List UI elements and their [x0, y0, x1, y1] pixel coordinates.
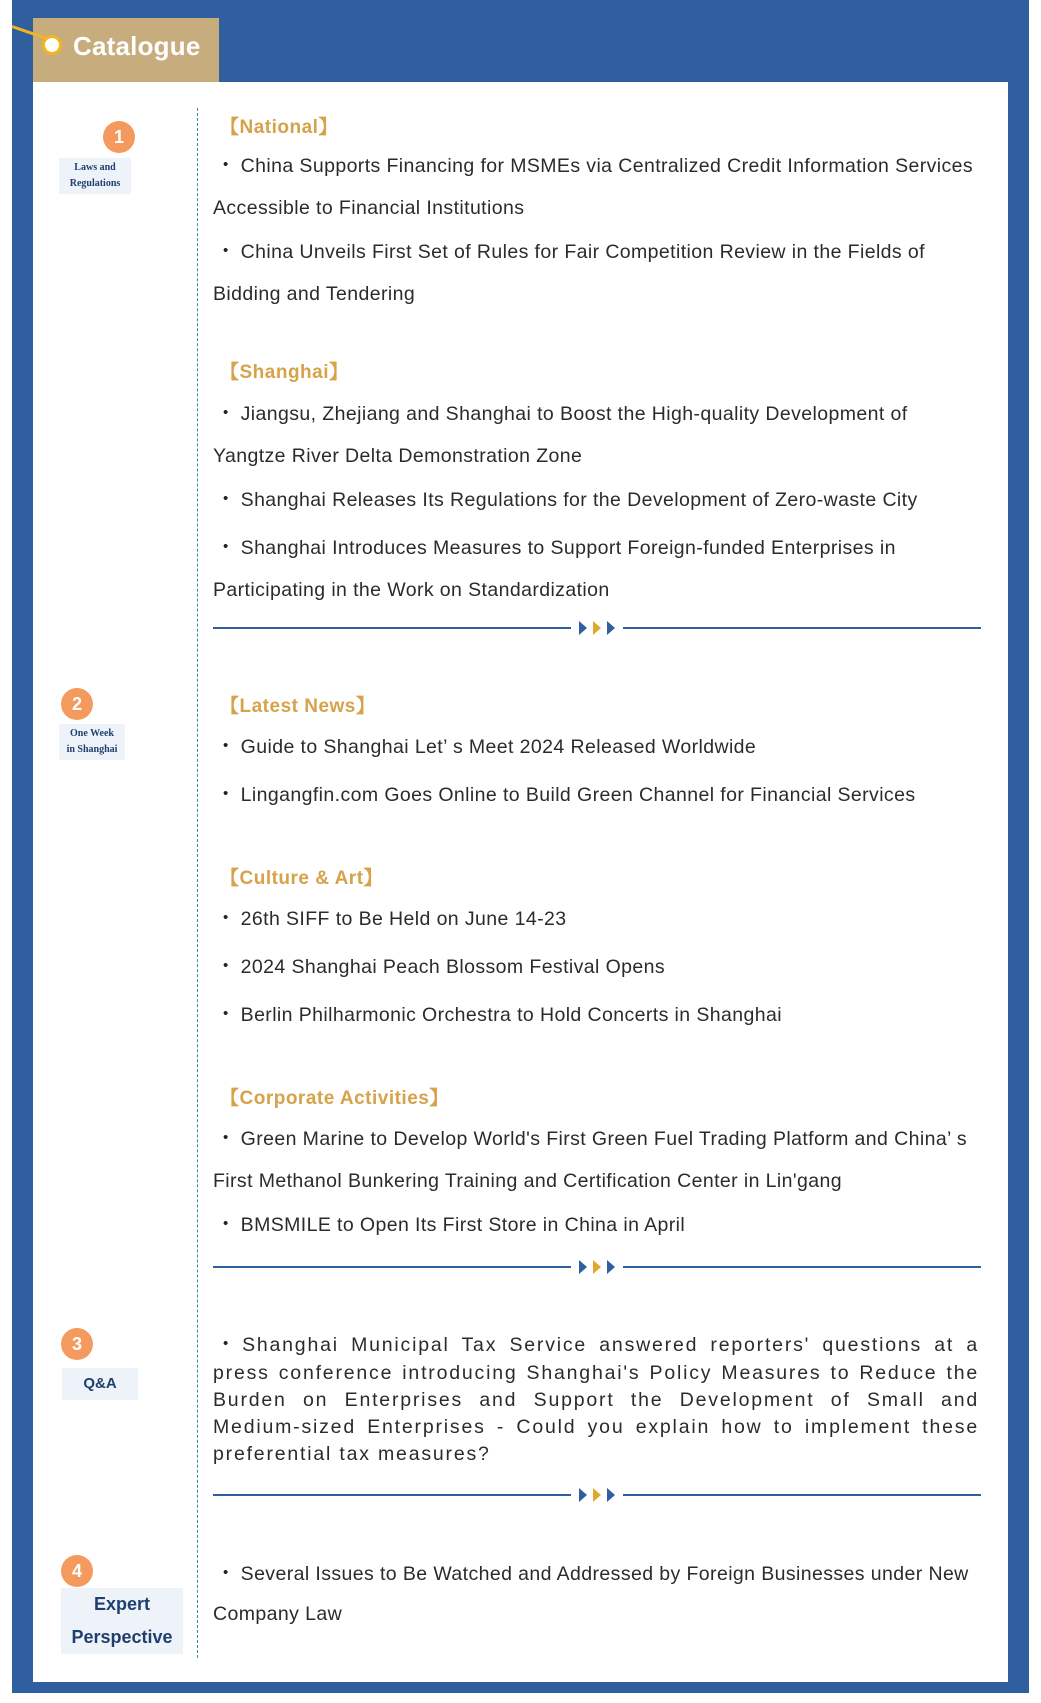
- item-text: Guide to Shanghai Let’ s Meet 2024 Released Worldwide: [240, 736, 757, 758]
- tab-decor-dot-icon: [42, 35, 62, 55]
- section-3-label[interactable]: [62, 1368, 138, 1400]
- item-text: China Supports Financing for MSMEs via Centralized Credit Information Services Accessible to Financial Institutions: [213, 155, 974, 219]
- list-item[interactable]: [213, 1205, 979, 1247]
- bullet-icon: •: [223, 404, 229, 421]
- group-title-national: 【National】: [220, 117, 338, 138]
- bullet-icon: •: [223, 957, 229, 974]
- bullet-icon: •: [223, 538, 229, 555]
- section-3-number-badge: 3: [61, 1328, 93, 1360]
- list-item[interactable]: [213, 232, 979, 314]
- list-item[interactable]: [213, 1332, 979, 1468]
- section-1-label[interactable]: [59, 158, 131, 194]
- section-3-label-line1: Q&A: [83, 1375, 117, 1392]
- item-text: Several Issues to Be Watched and Addressed by Foreign Businesses under New Company Law: [213, 1563, 969, 1625]
- group-title-shanghai: 【Shanghai】: [220, 362, 349, 383]
- section-2-number-badge: 2: [61, 688, 93, 720]
- bullet-icon: •: [223, 909, 229, 926]
- item-text: Shanghai Municipal Tax Service answered reporters' questions at a press conference introducing Shanghai's Policy Measures to Reduce the Burden on Enterprises and Support the Development of Small and Medium-sized Enterprises - Could you explain how to implement these preferential tax measures?: [213, 1334, 979, 1465]
- section-2-label[interactable]: [59, 724, 125, 760]
- list-item[interactable]: [213, 995, 979, 1037]
- bullet-icon: •: [223, 1005, 229, 1022]
- group-title-culture-art: 【Culture & Art】: [220, 868, 384, 889]
- list-item[interactable]: [213, 528, 979, 610]
- item-text: Lingangfin.com Goes Online to Build Green Channel for Financial Services: [240, 784, 916, 806]
- item-text: China Unveils First Set of Rules for Fair Competition Review in the Fields of Bidding and Tendering: [213, 241, 925, 305]
- section-4-label-line1: Expert: [93, 1594, 151, 1614]
- list-item[interactable]: [213, 1555, 979, 1633]
- bullet-icon: •: [223, 1564, 229, 1581]
- list-item[interactable]: [213, 1119, 979, 1201]
- item-text: BMSMILE to Open Its First Store in China in April: [240, 1214, 686, 1236]
- section-2-label-line2: in Shanghai: [66, 744, 118, 755]
- section-1-label-line1: Laws and: [74, 162, 116, 173]
- bullet-icon: •: [223, 1129, 229, 1146]
- timeline-dashed-line: [197, 108, 198, 1658]
- bullet-icon: •: [223, 1335, 231, 1352]
- triple-arrow-icon: [576, 1257, 618, 1277]
- bullet-icon: •: [223, 156, 229, 173]
- catalogue-title: Catalogue: [73, 31, 201, 61]
- item-text: Shanghai Releases Its Regulations for the Development of Zero-waste City: [240, 489, 918, 511]
- bullet-icon: •: [223, 737, 229, 754]
- list-item[interactable]: [213, 775, 979, 817]
- section-4-label-line2: Perspective: [71, 1627, 173, 1647]
- section-2-label-line1: One Week: [70, 728, 114, 739]
- item-text: Berlin Philharmonic Orchestra to Hold Concerts in Shanghai: [240, 1004, 782, 1026]
- triple-arrow-icon: [576, 1485, 618, 1505]
- bullet-icon: •: [223, 242, 229, 259]
- list-item[interactable]: [213, 947, 979, 989]
- section-1-label-line2: Regulations: [69, 178, 121, 189]
- item-text: Green Marine to Develop World's First Green Fuel Trading Platform and China’ s First Methanol Bunkering Training and Certification Center in Lin'gang: [213, 1128, 968, 1192]
- section-4-number-badge: 4: [61, 1555, 93, 1587]
- bullet-icon: •: [223, 1215, 229, 1232]
- list-item[interactable]: [213, 146, 979, 228]
- section-divider: [213, 1257, 981, 1277]
- list-item[interactable]: [213, 394, 979, 476]
- list-item[interactable]: [213, 899, 979, 941]
- triple-arrow-icon: [576, 618, 618, 638]
- bullet-icon: •: [223, 785, 229, 802]
- group-title-latest-news: 【Latest News】: [220, 696, 376, 717]
- item-text: Shanghai Introduces Measures to Support Foreign-funded Enterprises in Participating in the Work on Standardization: [213, 537, 896, 601]
- bullet-icon: •: [223, 490, 229, 507]
- item-text: 26th SIFF to Be Held on June 14-23: [240, 908, 567, 930]
- item-text: 2024 Shanghai Peach Blossom Festival Opens: [240, 956, 666, 978]
- section-divider: [213, 618, 981, 638]
- list-item[interactable]: [213, 480, 979, 522]
- section-1-number-badge: 1: [103, 121, 135, 153]
- list-item[interactable]: [213, 727, 979, 769]
- item-text: Jiangsu, Zhejiang and Shanghai to Boost the High-quality Development of Yangtze River Delta Demonstration Zone: [213, 403, 908, 467]
- section-4-label[interactable]: [61, 1588, 183, 1654]
- group-title-corporate: 【Corporate Activities】: [220, 1088, 449, 1109]
- section-divider: [213, 1485, 981, 1505]
